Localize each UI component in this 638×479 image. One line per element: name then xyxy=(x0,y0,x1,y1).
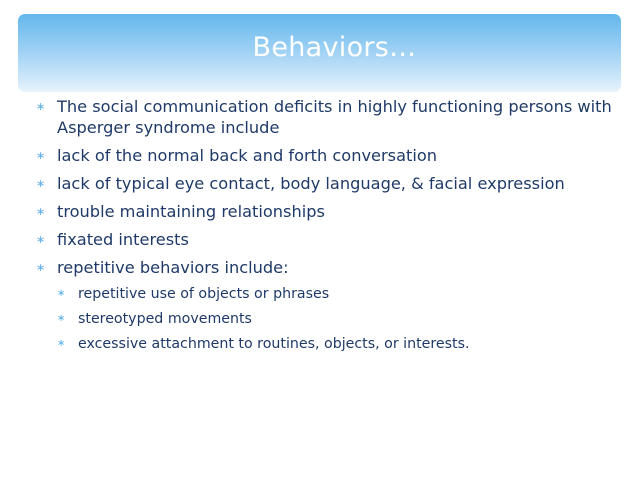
title-banner xyxy=(18,14,621,92)
asterisk-bullet-icon: ∗ xyxy=(36,233,46,246)
bullet-text: repetitive behaviors include: xyxy=(57,258,289,277)
bullet-item xyxy=(36,145,616,166)
sub-bullet-text: stereotyped movements xyxy=(78,311,252,327)
sub-bullet-item xyxy=(57,310,616,328)
bullet-text: fixated interests xyxy=(57,230,189,249)
asterisk-bullet-icon: ∗ xyxy=(57,338,66,349)
bullet-item xyxy=(36,96,616,138)
bullet-text: The social communication deficits in highly functioning persons with Asperger syndrome include xyxy=(57,97,612,137)
sub-bullet-text: excessive attachment to routines, objects, or interests. xyxy=(78,336,470,352)
bullet-text: trouble maintaining relationships xyxy=(57,202,325,221)
sub-bullet-text: repetitive use of objects or phrases xyxy=(78,286,330,302)
bullet-text: lack of the normal back and forth conversation xyxy=(57,146,438,165)
asterisk-bullet-icon: ∗ xyxy=(36,149,46,162)
asterisk-bullet-icon: ∗ xyxy=(36,177,46,190)
asterisk-bullet-icon: ∗ xyxy=(36,205,46,218)
bullet-item xyxy=(36,173,616,194)
slide-title: Behaviors… xyxy=(252,32,417,63)
bullet-item xyxy=(36,201,616,222)
sub-bullet-item xyxy=(57,335,616,353)
sub-bullet-item xyxy=(57,285,616,303)
asterisk-bullet-icon: ∗ xyxy=(57,313,66,324)
asterisk-bullet-icon: ∗ xyxy=(57,288,66,299)
bullet-item xyxy=(36,257,616,278)
bullet-list xyxy=(36,96,616,360)
bullet-text: lack of typical eye contact, body language, & facial expression xyxy=(57,174,565,193)
asterisk-bullet-icon: ∗ xyxy=(36,261,46,274)
sub-bullet-list xyxy=(36,285,616,353)
bullet-item xyxy=(36,229,616,250)
asterisk-bullet-icon: ∗ xyxy=(36,100,46,113)
